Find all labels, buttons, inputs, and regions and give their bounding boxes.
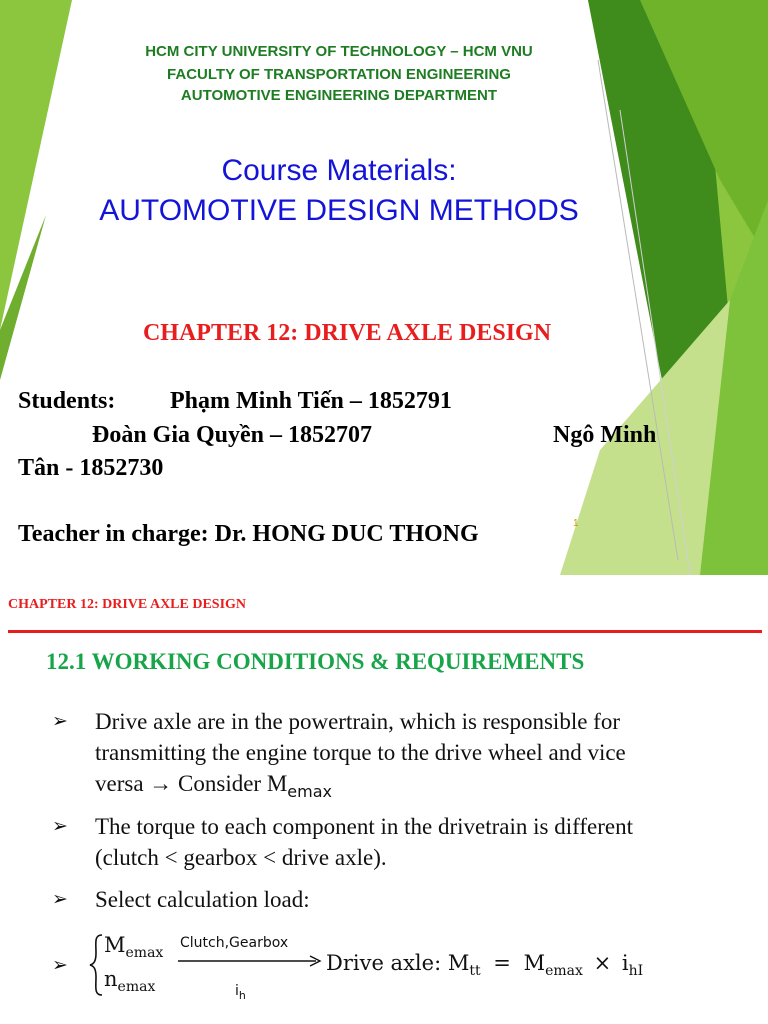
student-2: Đoàn Gia Quyền – 1852707 <box>92 422 373 448</box>
arrow-label-top: Clutch,Gearbox <box>180 935 289 951</box>
bullet-1-consider: Consider M <box>178 771 288 796</box>
bullet-arrow-icon: ➢ <box>52 816 68 837</box>
bullet-1 <box>52 706 752 806</box>
bullet-1-line-3 <box>95 768 332 801</box>
teacher-line: Teacher in charge: Dr. HONG DUC THONG <box>18 521 479 547</box>
formula-n-emax: $n_{emax}$ <box>104 967 156 995</box>
arrow-label-bottom: $i_h$ <box>235 983 246 1002</box>
bullet-2-line-1: The torque to each component in the drivetrain is different <box>95 814 633 839</box>
formula-m-emax: $M_{emax}$ <box>104 933 164 961</box>
student-1: Phạm Minh Tiến – 1852791 <box>170 388 452 414</box>
bullet-2 <box>52 811 752 881</box>
formula-row <box>52 933 752 1013</box>
brace-icon <box>88 933 104 997</box>
bullet-3 <box>52 884 752 918</box>
chapter-title: CHAPTER 12: DRIVE AXLE DESIGN <box>142 320 552 346</box>
bullet-1-line-1: Drive axle are in the powertrain, which is responsible for <box>95 709 620 734</box>
students-label: Students: <box>18 388 116 414</box>
university-line-2: FACULTY OF TRANSPORTATION ENGINEERING <box>167 66 511 83</box>
long-arrow-icon <box>178 955 324 967</box>
student-3-first: Ngô Minh <box>553 422 657 448</box>
bullet-1-line-2: transmitting the engine torque to the drive wheel and vice <box>95 740 626 765</box>
bullet-arrow-icon: ➢ <box>52 889 68 910</box>
header-divider <box>8 630 762 633</box>
bullet-arrow-icon: ➢ <box>52 711 68 732</box>
student-3-rest: Tân - 1852730 <box>18 455 164 481</box>
content-slide <box>0 575 768 1024</box>
page-mark: 1 <box>573 518 579 529</box>
slide-header: CHAPTER 12: DRIVE AXLE DESIGN <box>8 597 247 612</box>
bullet-1-sub: emax <box>287 782 332 801</box>
bullet-arrow-icon: ➢ <box>52 955 68 976</box>
bullet-2-line-2: (clutch < gearbox < drive axle). <box>95 845 387 870</box>
university-line-1: HCM CITY UNIVERSITY OF TECHNOLOGY – HCM VNU <box>145 43 533 60</box>
section-title: 12.1 WORKING CONDITIONS & REQUIREMENTS <box>46 649 585 674</box>
implies-arrow-icon: → <box>149 771 173 796</box>
course-label: Course Materials: <box>221 154 457 187</box>
formula-result: Drive axle: $M_{tt} = M_{emax} \times i_{hI}$ <box>326 951 644 979</box>
university-line-3: AUTOMOTIVE ENGINEERING DEPARTMENT <box>180 87 498 104</box>
bullet-1-versa: versa <box>95 771 144 796</box>
course-title: AUTOMOTIVE DESIGN METHODS <box>99 194 579 227</box>
bullet-3-text: Select calculation load: <box>95 887 310 912</box>
